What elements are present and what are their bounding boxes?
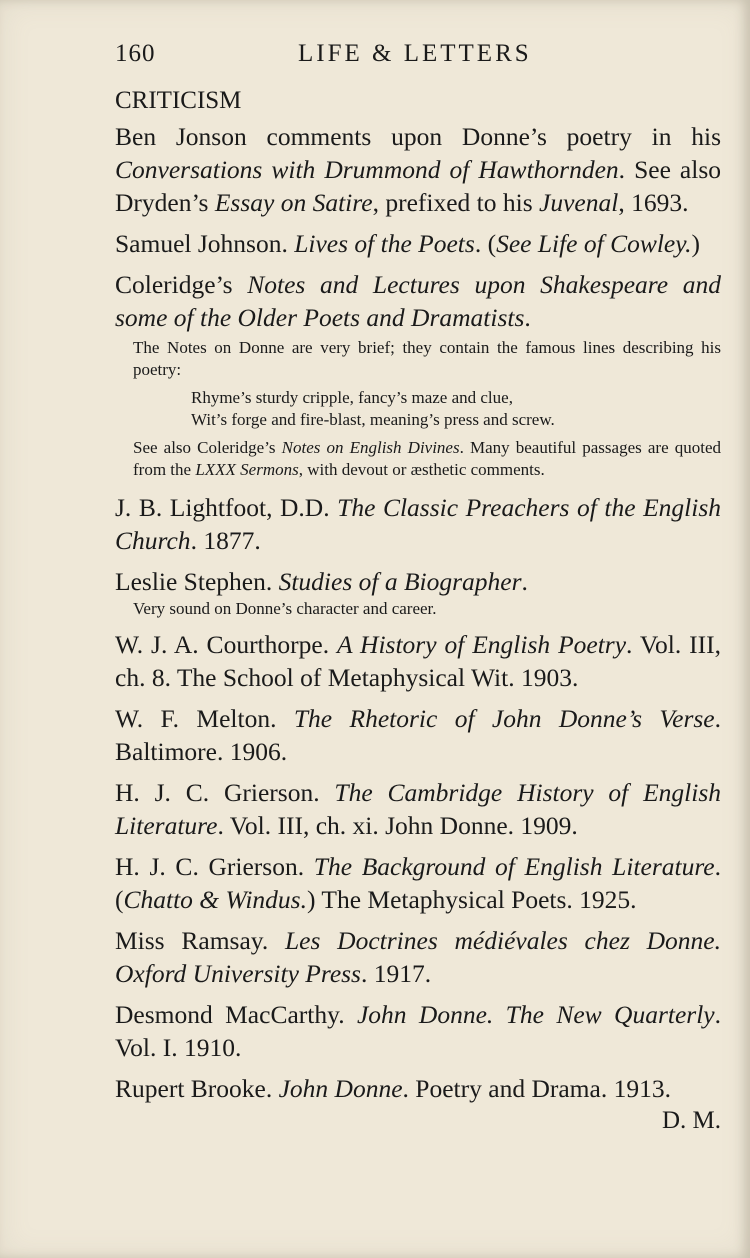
bibliography-entry: Coleridge’s Notes and Lectures upon Shakespeare and some of the Older Poets and Dramatists. — [115, 270, 721, 332]
bibliography-entry: Rupert Brooke. John Donne. Poetry and Drama. 1913. — [115, 1074, 671, 1103]
bibliography-entry: W. J. A. Courthorpe. A History of English Poetry. Vol. III, ch. 8. The School of Metaphysical Wit. 1903. — [115, 630, 721, 692]
author-initials: D. M. — [661, 1107, 721, 1134]
bibliography-entry: Miss Ramsay. Les Doctrines médiévales chez Donne. Oxford University Press. 1917. — [115, 926, 721, 988]
bibliography-entry: J. B. Lightfoot, D.D. The Classic Preachers of the English Church. 1877. — [115, 493, 721, 555]
entry-note: The Notes on Donne are very brief; they contain the famous lines describing his poetry: — [133, 338, 721, 379]
verse-line: Rhyme’s sturdy cripple, fancy’s maze and clue, — [191, 388, 513, 407]
entry-note: See also Coleridge’s Notes on English Divines. Many beautiful passages are quoted from the LXXX Sermons, with devout or æsthetic comments. — [133, 438, 721, 479]
bibliography-entry: H. J. C. Grierson. The Background of English Literature. (Chatto & Windus.) The Metaphysical Poets. 1925. — [115, 852, 721, 914]
section-heading: CRITICISM — [115, 87, 242, 114]
bibliography-entry: Leslie Stephen. Studies of a Biographer. — [115, 567, 528, 596]
bibliography-entry: W. F. Melton. The Rhetoric of John Donne’s Verse. Baltimore. 1906. — [115, 704, 721, 766]
bibliography — [115, 86, 721, 1137]
running-header — [115, 40, 721, 76]
bibliography-entry: Ben Jonson comments upon Donne’s poetry in his Conversations with Drummond of Hawthornden. See also Dryden’s Essay on Satire, prefixed to his Juvenal, 1693. — [115, 122, 721, 217]
page-number: 160 — [115, 40, 156, 67]
bibliography-entry: Desmond MacCarthy. John Donne. The New Quarterly. Vol. I. 1910. — [115, 1000, 721, 1062]
bibliography-entry: H. J. C. Grierson. The Cambridge History of English Literature. Vol. III, ch. xi. John Donne. 1909. — [115, 778, 721, 840]
running-title: LIFE & LETTERS — [298, 40, 532, 67]
entry-note: Very sound on Donne’s character and career. — [133, 599, 437, 618]
bibliography-entry: Samuel Johnson. Lives of the Poets. (See Life of Cowley.) — [115, 229, 701, 258]
verse-line: Wit’s forge and fire-blast, meaning’s press and screw. — [191, 410, 555, 429]
